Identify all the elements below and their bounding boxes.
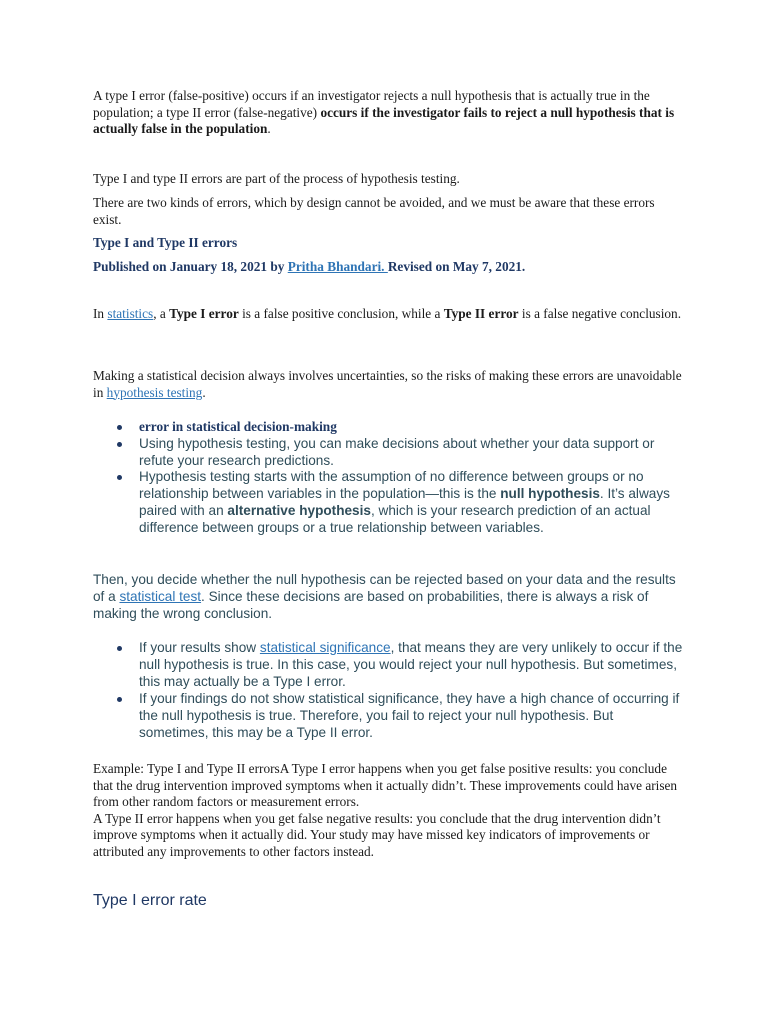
list-item (93, 640, 683, 691)
list-item (93, 469, 683, 537)
published-prefix: Published on January 18, 2021 by (93, 259, 288, 274)
list-item-text: If your findings do not show statistical significance, they have a high chance of occurring if the null hypothesis is true. Therefore, you fail to reject your null hypothesis. But sometimes, this may be a Type II error. (139, 690, 680, 740)
list-item-text: Using hypothesis testing, you can make decisions about whether your data support or refute your research predictions. (139, 435, 655, 468)
intro-mid: is a false positive conclusion, while a (238, 306, 444, 321)
paragraph-then (93, 572, 683, 623)
example-type1: Example: Type I and Type II errorsA Type I error happens when you get false positive results: you conclude that the drug intervention improved symptoms when it actually didn’t. These improvements could have arisen from other random factors or measurement errors. (93, 761, 678, 810)
definition-bold-text: occurs if the investigator fails to reject a null hypothesis that is actually false in the population (93, 104, 675, 137)
list-item (93, 436, 683, 470)
intro-end: is a false negative conclusion. (518, 306, 682, 321)
author-link[interactable]: Pritha Bhandari. (287, 259, 388, 274)
paragraph-making (93, 368, 683, 401)
list-item-text-a: Hypothesis testing starts with the assumption of no difference between groups or no relationship between variables in the population—this is the (139, 469, 644, 502)
example-block (93, 761, 683, 861)
bullet-list-1 (93, 419, 683, 537)
list-item (93, 691, 683, 742)
then-text-b: . Since these decisions are based on probabilities, there is always a risk of making the wrong conclusion. (93, 588, 649, 621)
bullet-icon (117, 442, 122, 447)
definition-text: A type I error (false-positive) occurs if an investigator rejects a null hypothesis that is actually true in the population; a type II error (false-negative) (93, 88, 650, 120)
intro-in: In (93, 306, 108, 321)
list-item (93, 419, 683, 436)
list-item-text-a: If your results show (139, 640, 260, 655)
list-item-text: error in statistical decision-making (139, 419, 337, 434)
statistical-significance-link[interactable]: statistical significance (259, 640, 391, 655)
null-hypothesis-term: null hypothesis (500, 486, 600, 502)
paragraph-two-kinds: There are two kinds of errors, which by design cannot be avoided, and we must be aware that these errors exist. (93, 195, 655, 227)
bullet-icon (117, 475, 122, 480)
bullet-icon (117, 697, 122, 702)
type1-term: Type I error (169, 306, 239, 321)
paragraph-process: Type I and type II errors are part of the process of hypothesis testing. (93, 171, 460, 186)
then-text-a: Then, you decide whether the null hypothesis can be rejected based on your data and the results of a (93, 572, 676, 604)
hypothesis-testing-link[interactable]: hypothesis testing (106, 384, 203, 400)
list-item-text-b: , that means they are very unlikely to occur if the null hypothesis is true. In this case, you would reject your null hypothesis. But sometimes, this may actually be a Type I error. (139, 640, 683, 689)
definition-end: . (267, 121, 271, 137)
intro-a: , a (153, 306, 170, 321)
bullet-icon (117, 646, 122, 651)
bullet-icon (117, 425, 122, 430)
statistical-test-link[interactable]: statistical test (119, 588, 202, 604)
published-line (93, 259, 683, 276)
bullet-list-2 (93, 640, 683, 741)
making-end: . (202, 384, 206, 400)
paragraph-intro (93, 306, 683, 323)
alternative-hypothesis-term: alternative hypothesis (227, 503, 371, 519)
paragraph-definition (93, 88, 683, 138)
revised-text: Revised on May 7, 2021. (387, 259, 526, 274)
list-item-text-c: . It’s always paired with an (139, 486, 670, 519)
section-heading: Type I and Type II errors (93, 235, 238, 250)
example-type2: A Type II error happens when you get false negative results: you conclude that the drug intervention didn’t improve symptoms when it actually did. Your study may have missed key indicators of improvements or attributed any improvements to other factors instead. (93, 810, 661, 859)
list-item-text-e: , which is your research prediction of an actual difference between groups or a true relationship between variables. (139, 503, 651, 536)
type2-term: Type II error (443, 306, 519, 321)
statistics-link[interactable]: statistics (107, 306, 154, 321)
section-heading-error-rate: Type I error rate (93, 892, 207, 909)
making-text: Making a statistical decision always involves uncertainties, so the risks of making these errors are unavoidable in (93, 368, 682, 400)
